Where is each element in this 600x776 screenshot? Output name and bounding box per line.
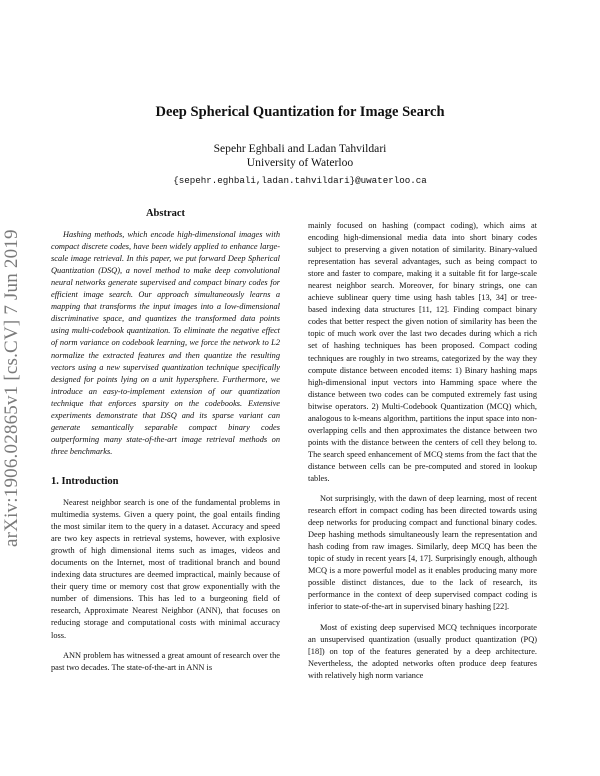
intro-paragraph-2: ANN problem has witnessed a great amount of research over the past two decades. The state-of-the-art in ANN is: [51, 650, 280, 672]
paper-title: Deep Spherical Quantization for Image Search: [155, 104, 445, 120]
intro-paragraph-1: Nearest neighbor search is one of the fundamental problems in multimedia systems. Given a query point, the goal entails finding the most similar item to the query in a dataset. Accuracy and speed are two key aspects in retrieval systems, however, with explosive growth of high dimensional items such as images, videos and documents on the Internet, most of traditional branch and bound indexing data structures are deemed impractical, mainly because of their query time or memory cost that grow exponentially with the number of dimensions. This has led to a burgeoning field of research, Approximate Nearest Neighbor (ANN), that focuses on reducing storage and computational costs with minimal accuracy loss.: [51, 497, 280, 640]
author-block: [60, 142, 540, 188]
right-paragraph-1: mainly focused on hashing (compact coding), which aims at encoding high-dimensional media data into short binary codes subject to preserving a given notation of similarity. Binary-valued representation has several advantages, such as being compact to store and faster to compare, making it a suitable fit for large-scale nearest neighbor search. Moreover, for binary strings, one can achieve sublinear query time using hash tables [13, 34] or tree-based indexing data structures [11, 12]. Finding compact binary codes that better respect the given notion of similarity has been the topic of much work over the last two decades during which a rich set of hashing techniques has been proposed. Compact coding techniques are roughly in two streams, categorized by the way they compute distance between encoded items: 1) Binary hashing maps high-dimensional input vectors into Hamming space where the distance between two codes can be computed extremely fast using bitwise operators. 2) Multi-Codebook Quantization (MCQ) which, analogous to k-means algorithm, partitions the input space into non-overlapping cells and then approximates the distance between two points with the distance between the centers of cell they belong to. The search speed enhancement of MCQ stems from the fact that the distance between cells can be pre-computed and stored in lookup tables.: [308, 221, 537, 483]
left-column: [51, 208, 280, 682]
right-paragraph-3: Most of existing deep supervised MCQ techniques incorporate an unsupervised quantization (usually product quantization (PQ) [18]) on top of the features generated by a deep architecture. Nevertheless, the adopted networks often produce deep features with relatively high norm variance: [308, 622, 537, 680]
abstract-heading: Abstract: [145, 208, 186, 219]
affiliation: University of Waterloo: [246, 156, 354, 169]
author-names: Sepehr Eghbali and Ladan Tahvildari: [213, 142, 387, 155]
section-heading-introduction: 1. Introduction: [51, 475, 119, 487]
arxiv-identifier: arXiv:1906.02865v1 [cs.CV] 7 Jun 2019: [1, 229, 22, 547]
right-paragraph-2: Not surprisingly, with the dawn of deep learning, most of recent research effort in compact coding has been directed towards using deep networks for producing compact and functional binary codes. Deep hashing methods simultaneously learn the representation and hash coding from raw images. Similarly, deep MCQ has been the topic of study in recent years [4, 17]. Surprisingly enough, although MCQ is a more powerful model as it enables producing many more possible distinct distances, due to the lack of research, its performance in the context of deep supervised compact coding is inferior to state-of-the-art in supervised binary hashing [22].: [308, 494, 537, 612]
right-column: [308, 220, 537, 690]
abstract-text: Hashing methods, which encode high-dimensional images with compact discrete codes, have been widely applied to enhance large-scale image retrieval. In this paper, we put forward Deep Spherical Quantization (DSQ), a novel method to make deep convolutional neural networks generate supervised and compact binary codes for efficient image search. Our approach simultaneously learns a mapping that transforms the input images into a low-dimensional discriminative space, and quantizes the transformed data points using multi-codebook quantization. To eliminate the negative effect of norm variance on codebook learning, we force the network to L2 normalize the extracted features and then quantize the resulting vectors using a new supervised quantization technique specifically designed for points lying on a unit hypersphere. Furthermore, we introduce an easy-to-implement extension of our quantization technique that enforces sparsity on the codebooks. Extensive experiments demonstrate that DSQ and its sparse variant can generate semantically separable compact binary codes outperforming many state-of-the-art image retrieval methods on three benchmarks.: [51, 230, 280, 456]
author-email: {sepehr.eghbali,ladan.tahvildari}@uwaterloo.ca: [173, 175, 427, 186]
